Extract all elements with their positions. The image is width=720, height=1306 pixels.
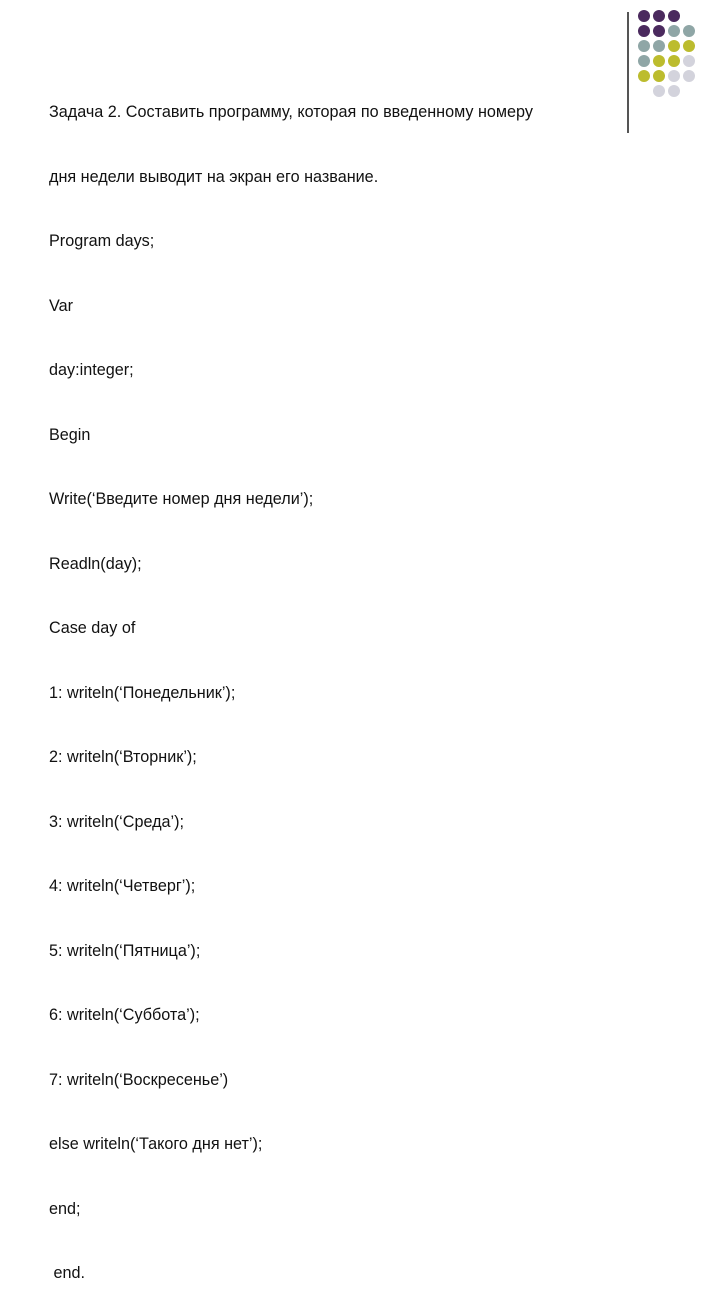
decorative-dot [683, 40, 695, 52]
code-line: end. [49, 1264, 86, 1282]
code-line: Readln(day); [49, 554, 142, 573]
code-line: Var [49, 296, 73, 315]
code-line: 3: writeln(‘Среда’); [49, 812, 185, 831]
decorative-dot [638, 70, 650, 82]
decorative-dot [653, 25, 665, 37]
decorative-dot [653, 85, 665, 97]
decorative-dot [668, 85, 680, 97]
code-line: 7: writeln(‘Воскресенье’) [49, 1070, 229, 1089]
code-line: 5: writeln(‘Пятница’); [49, 941, 201, 960]
decorative-dot [668, 10, 680, 22]
decorative-dot [668, 25, 680, 37]
code-line: 4: writeln(‘Четверг’); [49, 877, 196, 895]
code-line: Program days; [49, 232, 155, 250]
code-line: else writeln(‘Такого дня нет’); [49, 1135, 263, 1153]
empty-dot-slot [638, 85, 650, 97]
empty-dot-slot [683, 10, 695, 22]
decorative-dot [668, 40, 680, 52]
code-line: 2: writeln(‘Вторник’); [49, 748, 197, 766]
code-line: 6: writeln(‘Суббота’); [49, 1006, 200, 1024]
decorative-dot [683, 55, 695, 67]
decorative-dot [638, 55, 650, 67]
decorative-dot [653, 10, 665, 22]
decorative-dot [683, 25, 695, 37]
decorative-dot [668, 55, 680, 67]
decorative-dot [653, 55, 665, 67]
slide-body-text [49, 59, 629, 1306]
decorative-dot-grid [638, 10, 695, 97]
code-line: day:integer; [49, 361, 134, 379]
decorative-dot [638, 10, 650, 22]
empty-dot-slot [683, 85, 695, 97]
code-line: Begin [49, 425, 91, 444]
decorative-dot [683, 70, 695, 82]
decorative-dot [653, 40, 665, 52]
decorative-dot [638, 40, 650, 52]
code-line: end; [49, 1199, 81, 1218]
task-heading-line-1: Задача 2. Составить программу, которая по введенному номеру [49, 103, 533, 121]
code-line: Write(‘Введите номер дня недели’); [49, 490, 314, 508]
code-line: Case day of [49, 619, 136, 637]
code-line: 1: writeln(‘Понедельник’); [49, 683, 236, 702]
decorative-dot [653, 70, 665, 82]
decorative-dot [668, 70, 680, 82]
decorative-dot [638, 25, 650, 37]
task-heading-line-2: дня недели выводит на экран его название. [49, 167, 379, 186]
